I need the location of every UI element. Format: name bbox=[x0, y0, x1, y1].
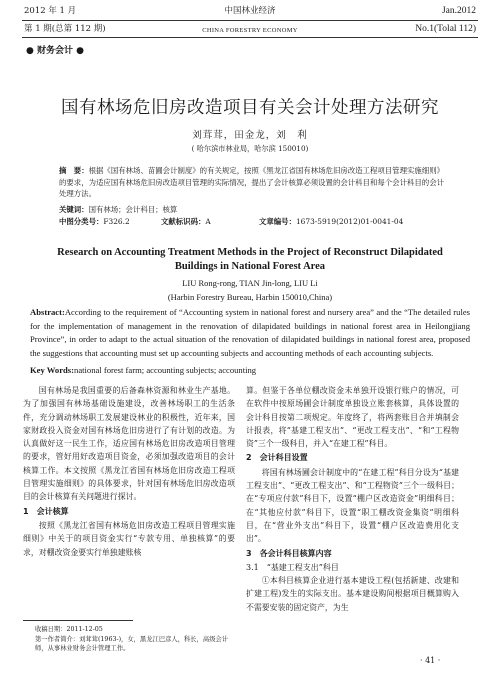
doc-code bbox=[161, 216, 211, 228]
header-date-en: Jan.2012 bbox=[441, 6, 476, 16]
clc-value: F326.2 bbox=[103, 217, 130, 226]
header-rule-bottom bbox=[22, 37, 478, 38]
affiliation-cn: ( 哈尔滨市林业局，哈尔滨 150010) bbox=[191, 144, 309, 153]
heading-subject-content: 3 各会计科目核算内容 bbox=[246, 548, 332, 558]
clc-label: 中图分类号： bbox=[59, 217, 104, 226]
header-issue-en: No.1(Tolal 112) bbox=[415, 24, 476, 34]
article-id-label: 文章编号： bbox=[259, 217, 296, 226]
footnote bbox=[23, 625, 235, 654]
affiliation-en: (Harbin Forestry Bureau, Harbin 150010,China) bbox=[167, 292, 333, 302]
subject-setup-paragraph: 将国有林场圃会计制度中的“在建工程”科目分设为“基建工程支出”、“更改工程支出”、和“工程物资”三个一级科目；在“专项应付款”科目下，设置“棚户区改造资金”明细科目；在“其他应付款”科目下，设置“职工棚改资金集资”明细科目，在“营业外支出”科目下，设置“棚户区改造费用化支出”。 bbox=[246, 467, 459, 544]
abstract-cn bbox=[59, 165, 444, 200]
article-id-value: 1673-5919(2012)01-0041-04 bbox=[295, 217, 404, 226]
heading-subject-setup: 2 会计科目设置 bbox=[246, 453, 308, 463]
clc-code bbox=[59, 216, 130, 228]
accounting-paragraph: 按照《黑龙江省国有林场危旧房改造工程项目管理实施细则》中关于的项目资金实行“专款专用、单独核算”的要求，对棚改资金要实行单独建账核 bbox=[23, 520, 235, 557]
doc-label: 文献标识码： bbox=[161, 217, 206, 226]
abstract-en bbox=[30, 306, 470, 360]
page-number: · 41 · bbox=[420, 656, 441, 665]
keywords-en-label: Key Words: bbox=[30, 365, 75, 375]
abstract-en-text: According to the requirement of “Accounting system in national forest and nursery area” and the “The detailed rules for the implementation of management in the renovation of dilapidated buildings in national forest area in Heilongjiang Province”, in order to adapt to the actual situation of the renovation of dilapidated buildings in national forest area, proposed the suggestions that accounting must set up accounting subjects and accounting methods of each accounting subjects. bbox=[30, 307, 470, 358]
heading-accounting: 1 会计核算 bbox=[23, 506, 69, 516]
header-rule-top bbox=[22, 20, 478, 21]
abstract-cn-text: 根据《国有林场、苗圃会计制度》的有关规定，按照《黑龙江省国有林场危旧房改造工程项目管理实施细则》的要求，为适应国有林场危旧房改造项目管理的实际情况，提出了会计核算必须设置的会计科目和每个会计科目的会计处理方法。 bbox=[59, 166, 444, 199]
keywords-cn-label: 关键词： bbox=[59, 205, 89, 214]
footnote-rule bbox=[23, 620, 133, 621]
header-journal-cn: 中国林业经济 bbox=[224, 6, 276, 16]
keywords-en-text: national forest farm; accounting subjects; accounting bbox=[74, 365, 257, 375]
article-title-en-line2: Buildings in National Forest Area bbox=[174, 261, 326, 272]
keywords-cn bbox=[59, 204, 444, 216]
header-issue-cn: 第 1 期(总第 112 期) bbox=[24, 24, 106, 34]
heading-capital-works: 3.1 “基建工程支出”科目 bbox=[246, 562, 339, 572]
body-right-column bbox=[246, 384, 459, 614]
intro-paragraph: 国有林场是我国重要的后备森林资源和林业生产基地。为了加强国有林场基础设施建设，改善林场职工的生活条件，充分调动林场职工发展建设林业的积极性，近年来，国家财政投入资金对国有林场危旧房进行了有计划的改造。为认真做好这一民生工作，适应国有林场危旧房改造项目管理的要求，管好用好改造项目资金，必须加强改造项目的会计核算工作。本文按照《黑龙江省国有林场危旧房改造工程项目管理实施细则》的具体要求，针对国有林场危旧房改造项目的会计核算有关问题进行探讨。 bbox=[23, 386, 235, 502]
keywords-en bbox=[30, 364, 470, 378]
article-id bbox=[259, 216, 403, 228]
abstract-cn-label: 摘 要： bbox=[59, 166, 89, 175]
body-left-column bbox=[23, 384, 235, 559]
capital-works-paragraph: ①本科目核算企业进行基本建设工程(包括新建、改建和扩建工程)发生的实际支出。基本建设购间根据项目概算购入不需要安装的固定资产，为生 bbox=[246, 576, 459, 612]
received-date: 收稿日期：2011-12-05 bbox=[35, 626, 103, 633]
article-title-en-line1: Research on Accounting Treatment Methods in the Project of Reconstruct Dilapidated bbox=[57, 247, 443, 258]
authors-cn: 刘茸茸，田金龙，刘 利 bbox=[192, 130, 308, 141]
article-title-cn: 国有林场危旧房改造项目有关会计处理方法研究 bbox=[61, 98, 439, 118]
keywords-cn-text: 国有林场；会计科目；核算 bbox=[88, 205, 178, 214]
accounting-continued-paragraph: 算。但鉴于各单位棚改资金未单独开设银行账户的情况，可在软件中按原场圃会计制度单独设立账套核算，具体设置的会计科目按第二项规定。年度终了，将两套账目合并填制会计报表，将“基建工程支出”、“更改工程支出”、“和“工程物资”三个一级科目，并入“在建工程”科目。 bbox=[246, 386, 459, 449]
author-bio: 第一作者简介：刘茸茸(1963-)，女，黑龙江巴彦人，科长，高级会计师，从事林业财务会计管理工作。 bbox=[35, 635, 229, 652]
abstract-en-label: Abstract: bbox=[30, 307, 65, 317]
authors-en: LIU Rong-rong, TIAN Jin-long, LIU Li bbox=[182, 278, 318, 288]
section-label: ● 财务会计 ● bbox=[26, 46, 84, 56]
header-date-cn: 2012 年 1 月 bbox=[24, 6, 77, 16]
header-journal-en: CHINA FORESTRY ECONOMY bbox=[202, 27, 298, 34]
doc-value: A bbox=[205, 217, 211, 226]
